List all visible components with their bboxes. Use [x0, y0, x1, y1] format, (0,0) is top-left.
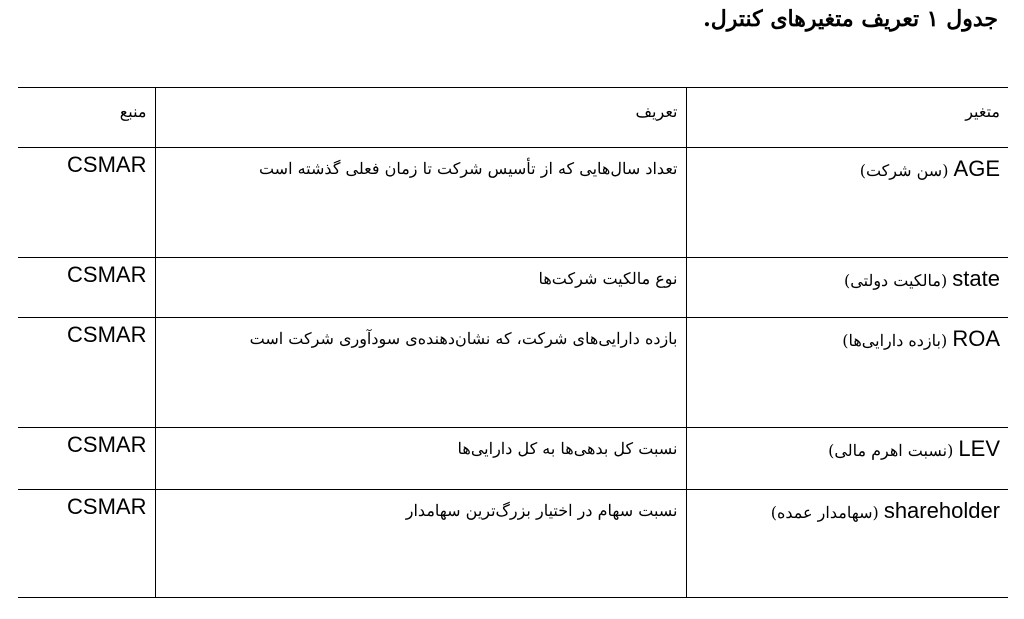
variable-name: (مالکیت دولتی) — [844, 271, 948, 290]
control-variables-table — [18, 87, 1008, 598]
variable-code: ROA — [952, 326, 1000, 351]
table-row — [18, 490, 1008, 598]
variable-code: LEV — [958, 436, 1000, 461]
source-text: CSMAR — [67, 322, 147, 347]
definition-text: نوع مالکیت شرکت‌ها — [538, 269, 678, 288]
source-text: CSMAR — [67, 262, 147, 287]
definition-cell — [155, 258, 686, 318]
header-source: منبع — [18, 88, 155, 148]
definition-cell — [155, 428, 686, 490]
source-cell — [18, 428, 155, 490]
source-cell — [18, 258, 155, 318]
variable-name: (بازده دارایی‌ها) — [842, 331, 948, 350]
variable-code: state — [952, 266, 1000, 291]
source-text: CSMAR — [67, 152, 147, 177]
definition-text: نسبت سهام در اختیار بزرگ‌ترین سهامدار — [405, 501, 678, 520]
variable-name: (سن شرکت) — [859, 161, 949, 180]
definition-text: نسبت کل بدهی‌ها به کل دارایی‌ها — [457, 439, 678, 458]
table-row — [18, 318, 1008, 428]
variable-name: (سهامدار عمده) — [770, 503, 879, 522]
source-cell — [18, 318, 155, 428]
table-row — [18, 258, 1008, 318]
variable-cell — [686, 490, 1008, 598]
variable-code: shareholder — [883, 498, 1000, 523]
variable-cell — [686, 258, 1008, 318]
definition-cell — [155, 318, 686, 428]
header-definition: تعریف — [155, 88, 686, 148]
source-text: CSMAR — [67, 494, 147, 519]
variable-code: AGE — [953, 156, 1000, 181]
source-cell — [18, 490, 155, 598]
header-variable: متغیر — [686, 88, 1008, 148]
variable-cell — [686, 148, 1008, 258]
definition-text: تعداد سال‌هایی که از تأسیس شرکت تا زمان فعلی گذشته است — [258, 159, 678, 178]
variable-name: (نسبت اهرم مالی) — [828, 441, 954, 460]
variable-cell — [686, 318, 1008, 428]
table-caption: جدول ۱ تعریف متغیرهای کنترل. — [703, 6, 998, 32]
source-text: CSMAR — [67, 432, 147, 457]
definition-text: بازده دارایی‌های شرکت، که نشان‌دهنده‌ی سودآوری شرکت است — [249, 329, 678, 348]
table-row — [18, 428, 1008, 490]
definition-cell — [155, 148, 686, 258]
variable-cell — [686, 428, 1008, 490]
definition-cell — [155, 490, 686, 598]
table-header-row — [18, 88, 1008, 148]
table-row — [18, 148, 1008, 258]
source-cell — [18, 148, 155, 258]
